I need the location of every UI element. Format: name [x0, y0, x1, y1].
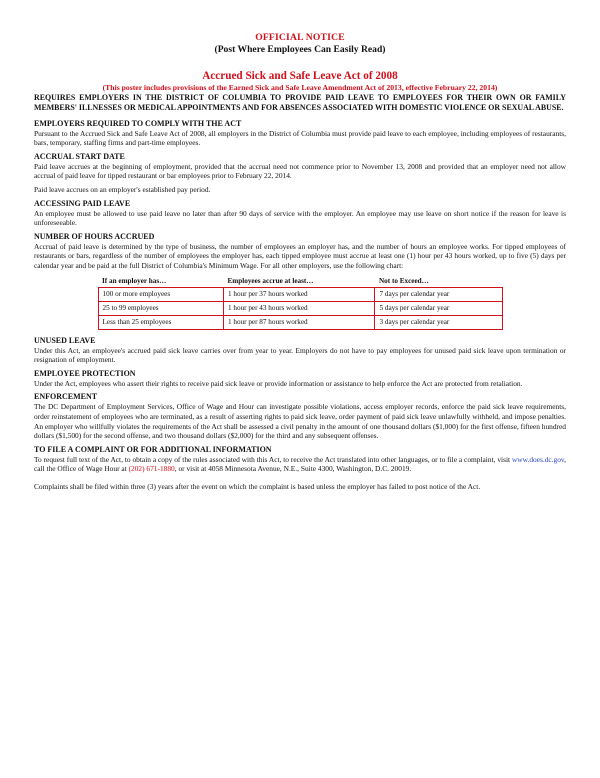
wage-hour-phone: (202) 671-1880 — [128, 464, 175, 474]
act-requirements: REQUIRES EMPLOYERS IN THE DISTRICT OF COLUMBIA TO PROVIDE PAID LEAVE TO EMPLOYEES FOR THEIR OWN OR FAMILY MEMBERS' ILLNESSES OR MEDICAL APPOINTMENTS AND FOR ABSENCES ASSOCIATED WITH DOMESTIC VIOLENCE OR SEXUAL ABUSE. — [34, 93, 566, 112]
act-header — [34, 70, 566, 93]
section-heading-enforcement: ENFORCEMENT — [34, 392, 98, 402]
section-text-hours: Accrual of paid leave is determined by the type of business, the number of employees an employer has, and the number of hours an employee works. For tipped employees of restaurants or bars, regardless of the number of employees the employer has, each tipped employee must accrue at least one (1) hour per 43 hours worked, up to five (5) days per calendar year and be paid at the full District of Columbia's Minimum Wage. For all other employers, use the following chart: — [34, 241, 566, 270]
table-header-row — [98, 275, 502, 288]
notice-header — [34, 32, 566, 56]
section-text-enforcement: The DC Department of Employment Services, Office of Wage and Hour can investigate possible violations, access employer records, enforce the paid sick leave requirements, order reinstatement of employees who are terminated, as a result of asserting rights to paid sick leave, order payment of paid sick leave unlawfully withheld, and impose penalties. An employer who willfully violates the requirements of the Act shall be assessed a civil penalty in the amount of one thousand dollars ($1,000) for the first offense, fifteen hundred dollars ($1,500) for the second offense, and two thousand dollars ($2,000) for the third and any subsequent offenses. — [34, 402, 566, 441]
table-cell: Less than 25 employees — [98, 315, 223, 329]
section-heading-employers: EMPLOYERS REQUIRED TO COMPLY WITH THE ACT — [34, 118, 242, 128]
section-text-pay-period: Paid leave accrues on an employer's established pay period. — [34, 184, 211, 194]
table-cell: 7 days per calendar year — [375, 287, 502, 301]
act-subtitle: (This poster includes provisions of the Earned Sick and Safe Leave Amendment Act of 2013, effective February 22, 2014) — [102, 83, 498, 92]
section-text-unused: Under this Act, an employee's accrued paid sick leave carries over from year to year. Employers do not have to pay employees for unused paid sick leave upon termination or resignation of employment. — [34, 345, 566, 365]
section-text-accessing: An employee must be allowed to use paid leave no later than after 90 days of service with the employer. An employee may use leave on short notice if the reason for leave is unforeseeable. — [34, 208, 566, 228]
complaint-text-mid: , call the Office of Wage Hour at — [34, 454, 566, 474]
act-title: Accrued Sick and Safe Leave Act of 2008 — [202, 70, 398, 82]
table-cell: 1 hour per 87 hours worked — [223, 315, 375, 329]
table-row — [98, 301, 502, 315]
complaint-text-start: To request full text of the Act, to obtain a copy of the rules associated with this Act, to receive the Act translated into other languages, or to file a complaint, visit — [34, 454, 512, 464]
table-cell: 1 hour per 37 hours worked — [223, 287, 375, 301]
section-heading-protection: EMPLOYEE PROTECTION — [34, 368, 136, 378]
table-row — [98, 287, 502, 301]
accrual-table — [98, 275, 503, 330]
table-row — [98, 315, 502, 329]
complaint-text-end: , or visit at 4058 Minnesota Avenue, N.E., Suite 4300, Washington, D.C. 20019. — [174, 464, 412, 474]
section-heading-hours: NUMBER OF HOURS ACCRUED — [34, 231, 155, 241]
table-cell: 5 days per calendar year — [375, 301, 502, 315]
table-cell: 1 hour per 43 hours worked — [223, 301, 375, 315]
section-text-employers: Pursuant to the Accrued Sick and Safe Leave Act of 2008, all employers in the District of Columbia must provide paid leave to each employee, including employees of restaurants, bars, temporary, staffing firms and part-time employees. — [34, 128, 566, 148]
section-text-accrual-start: Paid leave accrues at the beginning of employment, provided that the accrual need not commence prior to November 13, 2008 and provided that an employer need not allow accrual of paid leave for tipped restaurant or bar employees prior to February 22, 2014. — [34, 161, 566, 181]
does-website-link[interactable]: www.does.dc.gov — [511, 454, 565, 464]
section-text-protection: Under the Act, employees who assert their rights to receive paid sick leave or provide information or assistance to help enforce the Act are protected from retaliation. — [34, 378, 523, 388]
notice-title: OFFICIAL NOTICE — [255, 32, 345, 43]
section-heading-unused: UNUSED LEAVE — [34, 335, 96, 345]
table-header: Not to Exceed… — [378, 276, 429, 285]
table-cell: 3 days per calendar year — [375, 315, 502, 329]
table-cell: 100 or more employees — [98, 287, 223, 301]
section-text-complaint — [34, 455, 566, 474]
table-header: If an employer has… — [102, 276, 167, 285]
section-heading-accrual-start: ACCRUAL START DATE — [34, 151, 125, 161]
section-heading-accessing: ACCESSING PAID LEAVE — [34, 198, 131, 208]
notice-subtitle: (Post Where Employees Can Easily Read) — [214, 44, 386, 55]
section-heading-complaint: TO FILE A COMPLAINT OR FOR ADDITIONAL INFORMATION — [34, 444, 272, 454]
table-cell: 25 to 99 employees — [98, 301, 223, 315]
complaint-deadline-text: Complaints shall be filed within three (3) years after the event on which the complaint is based unless the employer has failed to post notice of the Act. — [34, 481, 481, 491]
table-header: Employees accrue at least… — [227, 276, 314, 285]
